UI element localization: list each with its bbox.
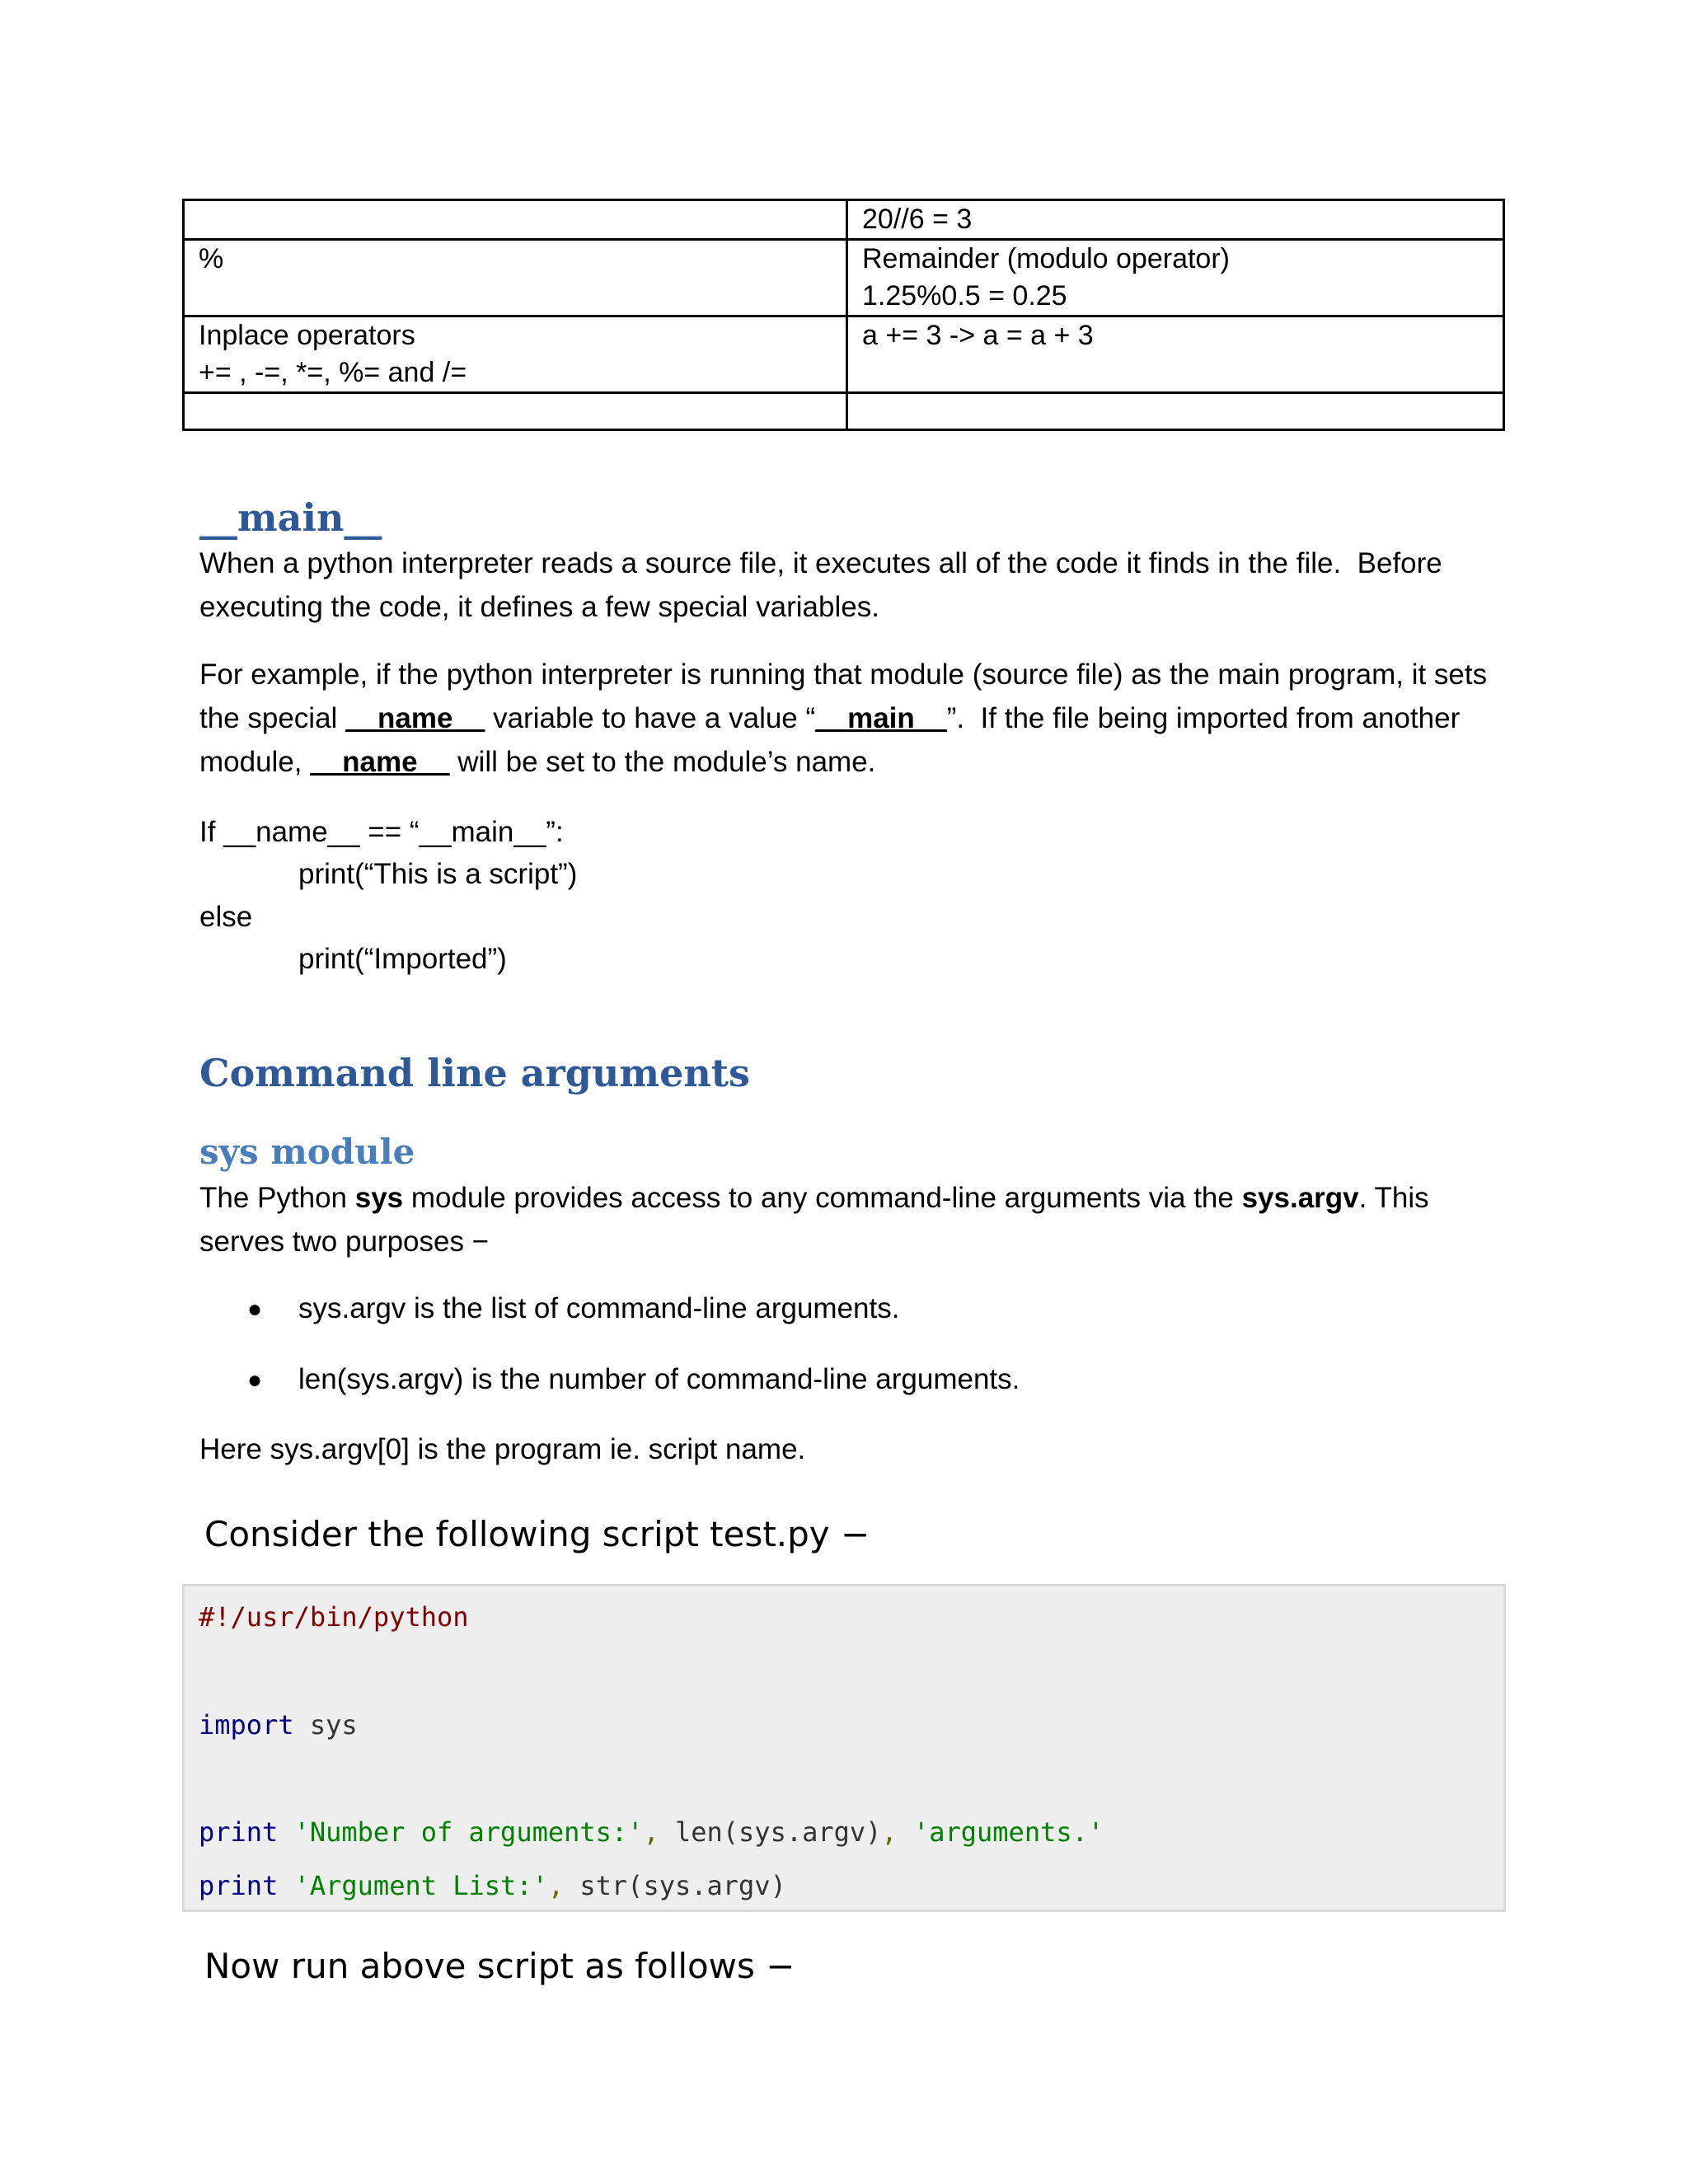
cli-heading: Command line arguments [199, 1051, 750, 1095]
table-row [184, 240, 1504, 316]
table-cell [184, 200, 847, 240]
code-line-print-1: print 'Number of arguments:', len(sys.argv), 'arguments.' [199, 1816, 1104, 1848]
table-cell-line: Remainder (modulo operator) [862, 243, 1230, 274]
main-paragraph-2: For example, if the python interpreter is running that module (source file) as the main program, it sets the special __name__ variable to have a value “__main__”. If the file being imported from another module, __name__ will be set to the module’s name. [199, 658, 1495, 778]
name-var: __name__ [310, 746, 450, 778]
code-line-print-2: print 'Argument List:', str(sys.argv) [199, 1870, 786, 1901]
table-row [184, 393, 1504, 430]
table-row [184, 200, 1504, 240]
pseudo-code-line: If __name__ == “__main__”: [199, 816, 564, 848]
table-cell: Inplace operators += , -=, *=, %= and /= [184, 316, 847, 393]
table-cell-line: 1.25%0.5 = 0.25 [862, 280, 1067, 312]
table-cell-line: a += 3 -> a = a + 3 [862, 320, 1094, 351]
consider-text: Consider the following script test.py − [204, 1514, 870, 1554]
table-cell [184, 393, 847, 430]
bullet-item: sys.argv is the list of command-line arguments. [298, 1292, 900, 1324]
sys-intro-paragraph: The Python sys module provides access to any command-line arguments via the sys.argv. This serves two purposes − [199, 1182, 1437, 1258]
now-run-text: Now run above script as follows − [204, 1946, 795, 1986]
operator-table [182, 199, 1505, 431]
main-heading: __main__ [199, 495, 382, 540]
sys-argv-keyword: sys.argv [1241, 1182, 1359, 1214]
bullet-icon: ● [247, 1366, 263, 1394]
main-value: __main__ [815, 702, 947, 734]
table-cell [847, 393, 1504, 430]
sys-module-heading: sys module [199, 1132, 415, 1172]
table-cell [847, 240, 1504, 316]
bullet-icon: ● [247, 1296, 263, 1323]
pseudo-code-line: else [199, 901, 253, 933]
sys-keyword: sys [354, 1182, 404, 1214]
table-cell: % [184, 240, 847, 316]
pseudo-code-line: print(“This is a script”) [298, 858, 578, 890]
name-var: __name__ [345, 702, 485, 734]
argv-note: Here sys.argv[0] is the program ie. script name. [199, 1433, 806, 1465]
main-paragraph-1: When a python interpreter reads a source file, it executes all of the code it finds in the file. Before executing the code, it defines a few special variables. [199, 547, 1451, 623]
table-row [184, 316, 1504, 393]
bullet-item: len(sys.argv) is the number of command-line arguments. [298, 1363, 1020, 1395]
code-line-import: import sys [199, 1709, 358, 1741]
code-line-shebang: #!/usr/bin/python [199, 1601, 469, 1633]
table-cell-line: 20//6 = 3 [862, 204, 973, 235]
table-cell [847, 316, 1504, 393]
table-cell [847, 200, 1504, 240]
pseudo-code-line: print(“Imported”) [298, 943, 507, 975]
